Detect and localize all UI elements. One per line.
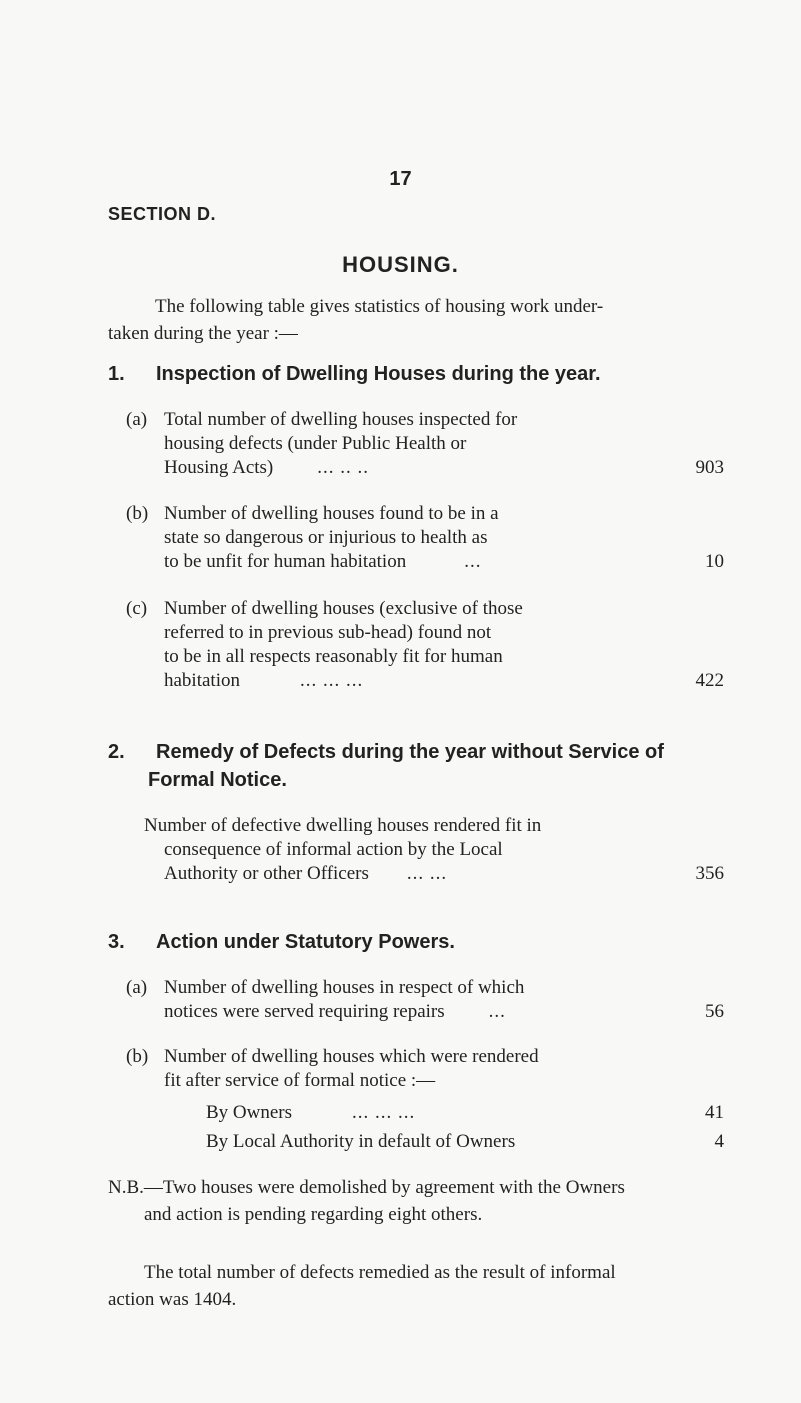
item-1a-line-2: housing defects (under Public Health or [164,433,467,454]
item-3a-line-1: Number of dwelling houses in respect of which [164,977,525,998]
closing-line-1: The total number of defects remedied as the result of informal [144,1262,616,1283]
item-1a-leader: ... .. .. [317,457,369,478]
item-3b-line-1: Number of dwelling houses which were rendered [164,1046,539,1067]
section-1-number: 1. [108,363,125,385]
item-2 [144,814,724,886]
item-1b-leader: ... [464,551,482,572]
item-1c-leader: ... ... ... [299,670,364,691]
authority-value: 4 [714,1131,724,1152]
owners-label: By Owners [206,1102,293,1123]
item-3b [126,1045,654,1093]
item-1c-value: 422 [695,670,724,691]
item-2-leader: ... ... [406,863,448,884]
owners-value: 41 [705,1102,724,1123]
item-1a-line-3: Housing Acts) ... .. .. [164,457,369,478]
section-2-heading [108,738,664,794]
section-label: SECTION D. [108,204,217,224]
intro-line-2: taken during the year :— [108,323,298,344]
note-paragraph [108,1174,738,1228]
closing-paragraph [108,1259,738,1313]
section-1-heading [108,360,601,388]
item-3a-leader: ... [488,1001,506,1022]
item-2-line-3: Authority or other Officers ... ... [164,863,448,884]
item-1c [126,597,724,693]
section-3-heading [108,928,455,956]
item-1c-line-1: Number of dwelling houses (exclusive of those [164,598,523,619]
item-3b-line-2: fit after service of formal notice :— [164,1070,436,1091]
closing-line-2: action was 1404. [108,1289,237,1310]
note-line-2: and action is pending regarding eight others. [144,1204,483,1225]
item-2-line-1: Number of defective dwelling houses rendered fit in [144,815,542,836]
item-1c-line-2: referred to in previous sub-head) found not [164,622,492,643]
section-3-title: Action under Statutory Powers. [156,931,455,953]
item-1b-value: 10 [705,551,724,572]
owners-leader: ... ... ... [352,1102,416,1123]
item-1a-value: 903 [695,457,724,478]
item-1b-line-1: Number of dwelling houses found to be in a [164,503,499,524]
item-1a [126,408,724,480]
intro-paragraph [108,293,738,347]
item-1a-line-1: Total number of dwelling houses inspected for [164,409,518,430]
item-2-value: 356 [695,863,724,884]
item-1b [126,502,724,574]
section-2-number: 2. [108,741,125,763]
item-3a [126,976,724,1024]
item-3b-authority [206,1130,724,1154]
note-line-1: N.B.—Two houses were demolished by agreement with the Owners [108,1177,625,1198]
page-title: HOUSING. [342,252,459,277]
section-3-number: 3. [108,931,125,953]
item-3b-label: (b) [126,1046,149,1067]
item-3b-owners [206,1101,724,1125]
item-3a-value: 56 [705,1001,724,1022]
item-1b-label: (b) [126,503,149,524]
section-1-title: Inspection of Dwelling Houses during the year. [156,363,601,385]
item-1c-line-4: habitation ... ... ... [164,670,364,691]
section-2-title-line-1: Remedy of Defects during the year without Service of [156,741,664,763]
page-number: 17 [389,168,412,190]
authority-label: By Local Authority in default of Owners [206,1131,516,1152]
item-1b-line-2: state so dangerous or injurious to health as [164,527,488,548]
item-3a-line-2: notices were served requiring repairs ... [164,1001,506,1022]
item-1c-line-3: to be in all respects reasonably fit for human [164,646,503,667]
section-2-title-line-2: Formal Notice. [148,769,287,791]
item-2-line-2: consequence of informal action by the Local [164,839,503,860]
intro-line-1: The following table gives statistics of housing work under- [155,296,604,317]
item-1c-label: (c) [126,598,148,619]
item-1b-line-3: to be unfit for human habitation ... [164,551,482,572]
item-1a-label: (a) [126,409,148,430]
item-3a-label: (a) [126,977,148,998]
